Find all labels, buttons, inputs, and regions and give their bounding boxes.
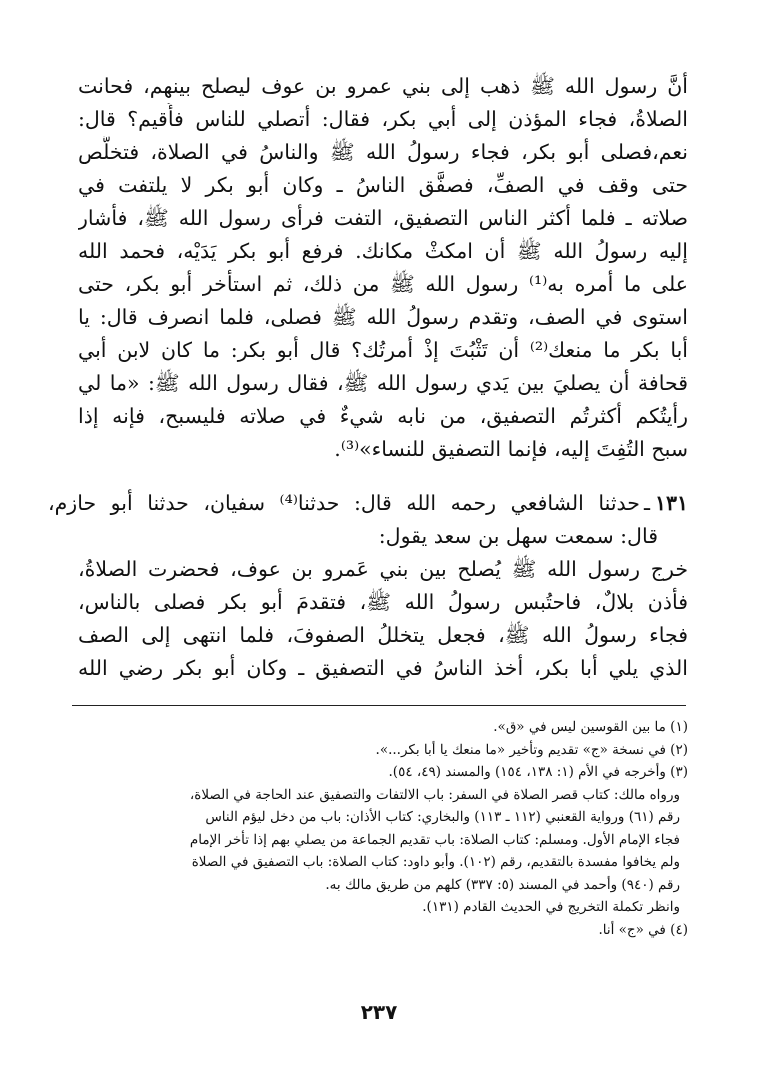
main-text-block [78, 70, 688, 466]
text-line: الذي يلي أبا بكر، أخذ الناسُ في التصفيق ـ وكان أبو بكر رضي الله [78, 656, 688, 680]
text-line: صلاته ـ فلما أكثر الناس التصفيق، التفت فرأى رسول الله ﷺ، فأشار [78, 206, 688, 230]
footnote: فجاء الإمام الأول. ومسلم: كتاب الصلاة: باب تقديم الجماعة من يصلي بهم إذا تأخر الإمام [189, 831, 680, 848]
hadith-first-line [48, 487, 688, 520]
text-line: خرج رسول الله ﷺ يُصلح بين بني عَمرو بن عوف، فحضرت الصلاةُ، [78, 557, 688, 581]
footnote: (١) ما بين القوسين ليس في «ق». [493, 719, 688, 735]
footnote: ولم يخافوا مفسدة بالتقديم، رقم (١٠٢). وأبو داود: كتاب الصلاة: باب التصفيق في الصلاة [191, 854, 680, 870]
text-line: حتى وقف في الصفِّ، فصفَّق الناسُ ـ وكان أبو بكر لا يلتفت في [78, 173, 688, 197]
text-line: نعم،فصلى أبو بكر، فجاء رسولُ الله ﷺ والناسُ في الصلاة، فتخلَّص [78, 140, 688, 164]
hadith-isnad-continuation: قال: سمعت سهل بن سعد يقول: [378, 524, 658, 548]
text-line: أنَّ رسول الله ﷺ ذهب إلى بني عمرو بن عوف ليصلح بينهم، فحانت [78, 74, 688, 98]
text-line: الصلاةُ، فجاء المؤذن إلى أبي بكر، فقال: أتصلي للناس فأُقيم؟ قال: [78, 107, 688, 131]
hadith-header [48, 487, 688, 553]
hadith-dash: ـ [643, 491, 650, 515]
text-line: سبح التُفِتَ إليه، فإنما التصفيق للنساء»⁽³⁾. [334, 437, 688, 461]
hadith-body [78, 553, 688, 685]
text-line: استوى في الصف، وتقدم رسولُ الله ﷺ فصلى، فلما انصرف قال: يا [78, 305, 688, 329]
text-line: على ما أمره به⁽¹⁾ رسول الله ﷺ من ذلك، ثم استأخر أبو بكر، حتى [78, 272, 688, 296]
footnotes [72, 716, 688, 941]
page-number: ٢٣٧ [360, 1000, 398, 1024]
footnote: ورواه مالك: كتاب قصر الصلاة في السفر: باب الالتفات والتصفيق عند الحاجة في الصلاة، [189, 786, 680, 803]
footnote: (٣) وأخرجه في الأم (١: ١٣٨، ١٥٤) والمسند (٤٩، ٥٤). [388, 764, 688, 780]
footnote: (٤) في «ج» أنا. [598, 921, 688, 938]
hadith-number: ١٣١ [654, 491, 688, 515]
footnote: وانظر تكملة التخريج في الحديث القادم (١٣١). [422, 899, 680, 915]
text-line: أبا بكر ما منعك⁽²⁾ أن تَثْبُتَ إذْ أمرتُك؟ قال أبو بكر: ما كان لابن أبي [78, 338, 688, 362]
text-line: رأيتُكم أكثرتُم التصفيق، من نابه شيءٌ في صلاته فليسبح، فإنه إذا [78, 404, 688, 428]
footnote: رقم (٩٤٠) وأحمد في المسند (٥: ٣٣٧) كلهم من طريق مالك به. [325, 876, 680, 893]
text-line: فجاء رسولُ الله ﷺ، فجعل يتخللُ الصفوفَ، فلما انتهى إلى الصف [78, 623, 688, 647]
footnote-divider [72, 705, 686, 706]
text-line: قحافة أن يصليَ بين يَدي رسول الله ﷺ، فقال رسول الله ﷺ: «ما لي [78, 371, 688, 395]
footnote: (٢) في نسخة «ج» تقديم وتأخير «ما منعك يا أبا بكر...». [375, 741, 688, 758]
text-line: فأذن بلالٌ، فاحتُبس رسولُ الله ﷺ، فتقدمَ أبو بكر فصلى بالناس، [78, 590, 688, 614]
hadith-isnad-line: حدثنا الشافعي رحمه الله قال: حدثنا⁽⁴⁾ سفيان، حدثنا أبو حازم، [48, 491, 640, 515]
text-line: إليه رسولُ الله ﷺ أن امكثْ مكانك. فرفع أبو بكر يَدَيْه، فحمد الله [78, 239, 688, 263]
footnote: رقم (٦١) ورواية القعنبي (١١٢ ـ ١١٣) والبخاري: كتاب الأذان: باب من دخل ليؤم الناس [205, 809, 680, 825]
